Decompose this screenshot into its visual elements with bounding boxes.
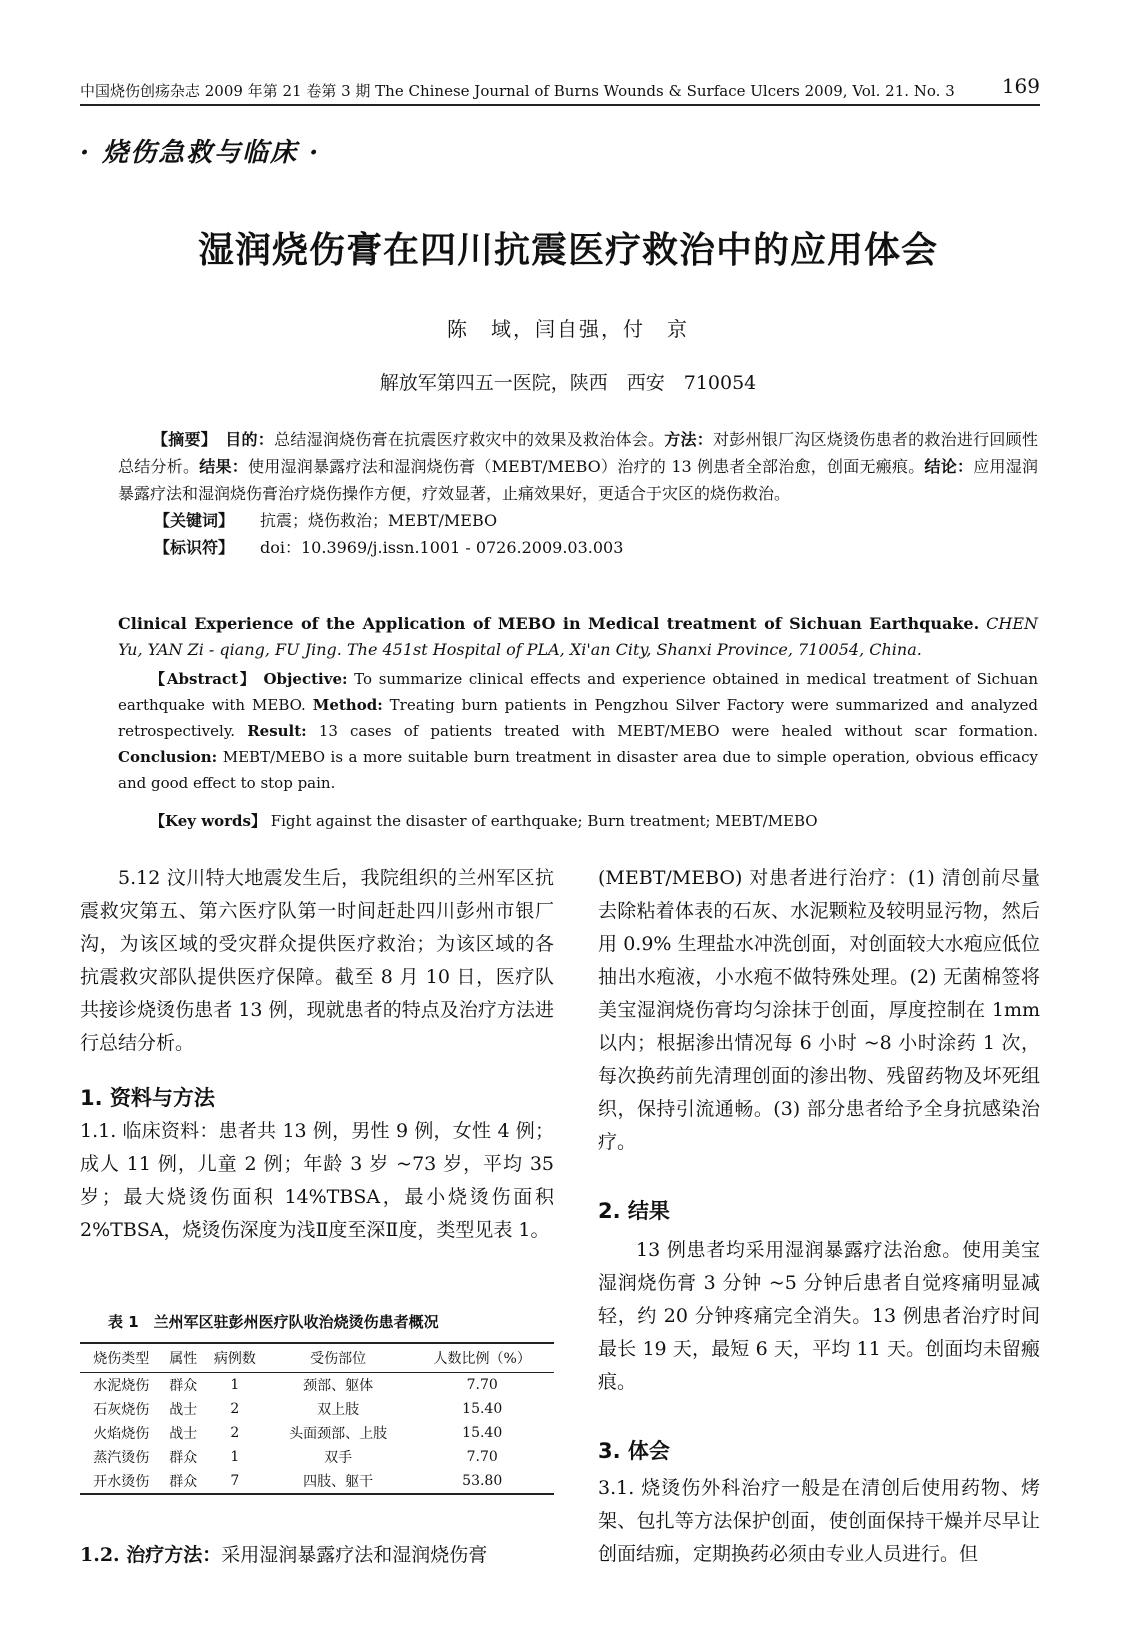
en-keywords-text: Fight against the disaster of earthquake; Burn treatment; MEBT/MEBO	[265, 812, 818, 830]
en-method-text: Treating burn patients in Pengzhou Silver Factory were summarized and analyzed retrospectively.	[118, 696, 1038, 740]
table-header: 受伤部位	[266, 1343, 411, 1373]
table-cell: 双手	[324, 1450, 353, 1466]
en-keywords-label: 【Key words】	[150, 812, 266, 830]
table-cell: 1	[230, 1449, 240, 1465]
section-3-heading: 3. 体会	[598, 1439, 670, 1463]
table-row	[80, 1445, 554, 1469]
en-method-label: Method:	[312, 696, 383, 714]
en-abstract-label: 【Abstract】	[150, 670, 257, 688]
intro-paragraph: 5.12 汶川特大地震发生后，我院组织的兰州军区抗震救灾第五、第六医疗队第一时间赶赴四川彭州市银厂沟，为该区域的受灾群众提供医疗救治；为该区域的各抗震救灾部队提供医疗保障。截至 8 月 10 日，医疗队共接诊烧烫伤患者 13 例，现就患者的特点及治疗方法进行总结分析。	[80, 867, 554, 1054]
header-rule	[80, 104, 1040, 106]
page-number: 169	[1001, 74, 1040, 98]
left-column	[80, 862, 554, 1247]
table-cell: 双上肢	[317, 1402, 360, 1418]
article-title: 湿润烧伤膏在四川抗震医疗救治中的应用体会	[197, 230, 938, 271]
table-cell: 石灰烧伤	[93, 1402, 150, 1418]
en-conclusion-label: Conclusion:	[118, 748, 218, 766]
english-title-bold: Clinical Experience of the Application of MEBO in Medical treatment of Sichuan Earthquake.	[118, 614, 980, 633]
table-header: 病例数	[204, 1343, 266, 1373]
table-cell: 15.40	[462, 1425, 503, 1441]
table-cell: 战士	[169, 1426, 198, 1442]
table-cell: 群众	[169, 1450, 198, 1466]
journal-citation: 中国烧伤创疡杂志 2009 年第 21 卷第 3 期 The Chinese Journal of Burns Wounds & Surface Ulcers 2009, Vol. 21. No. 3	[80, 82, 955, 100]
keywords-line	[118, 507, 1038, 534]
en-result-label: Result:	[247, 722, 307, 740]
table-row	[80, 1469, 554, 1494]
table-cell: 群众	[169, 1378, 198, 1394]
section-2-text: 13 例患者均采用湿润暴露疗法治愈。使用美宝湿润烧伤膏 3 分钟 ~5 分钟后患者自觉疼痛明显减轻，约 20 分钟疼痛完全消失。13 例患者治疗时间最长 19 天，最短 6 天，平均 11 天。创面均未留瘢痕。	[598, 1239, 1040, 1393]
table-cell: 开水烫伤	[80, 1469, 163, 1494]
result-text: 使用湿润暴露疗法和湿润烧伤膏（MEBT/MEBO）治疗的 13 例患者全部治愈，创面无瘢痕。	[247, 457, 925, 476]
table-cell: 战士	[169, 1402, 198, 1418]
abstract-label: 【摘要】	[152, 430, 210, 449]
chinese-abstract	[118, 426, 1038, 561]
english-title	[118, 611, 1038, 663]
section-1-2-text: 采用湿润暴露疗法和湿润烧伤膏	[221, 1544, 488, 1566]
en-objective-text: To summarize clinical effects and experience obtained in medical treatment of Sichuan earthquake with MEBO.	[118, 670, 1038, 714]
affiliation: 解放军第四五一医院，陕西 西安 710054	[379, 372, 757, 394]
en-objective-label: Objective:	[263, 670, 348, 688]
table-cell: 四肢、躯干	[266, 1469, 411, 1494]
keywords-label: 【关键词】	[154, 511, 235, 530]
table-cell: 头面颈部、上肢	[289, 1426, 388, 1442]
table-caption: 表 1 兰州军区驻彭州医疗队收治烧烫伤患者概况	[108, 1313, 439, 1331]
treatment-continuation: (MEBT/MEBO) 对患者进行治疗：(1) 清创前尽量去除粘着体表的石灰、水泥颗粒及较明显污物，然后用 0.9% 生理盐水冲洗创面，对创面较大水疱应低位抽出水疱液，小水疱不做特殊处理。(2) 无菌棉签将美宝湿润烧伤膏均匀涂抹于创面，厚度控制在 1mm 以内；根据渗出情况每 6 小时 ~8 小时涂药 1 次，每次换药前先清理创面的渗出物、残留药物及坏死组织，保持引流通畅。(3) 部分患者给予全身抗感染治疗。	[598, 867, 1040, 1153]
table-cell: 2	[230, 1401, 240, 1417]
doi-line	[118, 534, 1038, 561]
table-header: 烧伤类型	[80, 1343, 163, 1373]
section-1-1-label: 1.1. 临床资料：	[80, 1120, 219, 1142]
doi-label: 【标识符】	[154, 538, 235, 557]
table-header-row	[80, 1343, 554, 1373]
table-cell: 2	[230, 1425, 240, 1441]
english-abstract-body	[118, 666, 1038, 796]
table-header: 属性	[163, 1343, 204, 1373]
table-cell: 颈部、躯体	[303, 1378, 374, 1394]
english-authors: CHEN Yu, YAN Zi - qiang, FU Jing. The 451st Hospital of PLA, Xi'an City, Shanxi Province, 710054, China.	[118, 614, 1038, 659]
section-1-2-label: 1.2. 治疗方法：	[80, 1544, 222, 1566]
running-head	[80, 74, 1040, 104]
table-cell: 7.70	[466, 1377, 498, 1393]
authors: 陈 域，闫自强，付 京	[447, 317, 689, 341]
en-result-text: 13 cases of patients treated with MEBT/MEBO were healed without scar formation.	[306, 722, 1038, 740]
table-cell: 水泥烧伤	[93, 1378, 150, 1394]
section-1-heading: 1. 资料与方法	[80, 1086, 215, 1110]
section-2-heading: 2. 结果	[598, 1199, 670, 1223]
patient-table	[80, 1342, 554, 1495]
table-row	[80, 1373, 554, 1398]
conclusion-text: 应用湿润暴露疗法和湿润烧伤膏治疗烧伤操作方便，疗效显著，止痛效果好，更适合于灾区的烧伤救治。	[118, 457, 1038, 503]
table-cell: 53.80	[410, 1469, 554, 1494]
table-cell: 火焰烧伤	[93, 1426, 150, 1442]
table-cell: 7	[204, 1469, 266, 1494]
objective-label: 目的：	[225, 430, 275, 449]
right-column	[598, 862, 1040, 1571]
table-cell: 15.40	[462, 1401, 503, 1417]
method-text: 对彭州银厂沟区烧烫伤患者的救治进行回顾性总结分析。	[118, 430, 1038, 476]
method-label: 方法：	[664, 430, 714, 449]
section-1-1-text: 患者共 13 例，男性 9 例，女性 4 例；成人 11 例，儿童 2 例；年龄 3 岁 ~73 岁，平均 35 岁；最大烧烫伤面积 14%TBSA，最小烧烫伤面积 2%TBSA，烧烫伤深度为浅Ⅱ度至深Ⅱ度，类型见表 1。	[80, 1120, 555, 1241]
english-keywords	[150, 810, 1040, 831]
table-header: 人数比例（%）	[410, 1343, 554, 1373]
table-cell: 1	[230, 1377, 240, 1393]
table-row	[80, 1397, 554, 1421]
chinese-abstract-body	[118, 426, 1038, 507]
section-3-1-text: 3.1. 烧烫伤外科治疗一般是在清创后使用药物、烤架、包扎等方法保护创面，使创面保持干燥并尽早让创面结痂，定期换药必须由专业人员进行。但	[598, 1477, 1040, 1565]
result-label: 结果：	[199, 457, 248, 476]
conclusion-label: 结论：	[924, 457, 974, 476]
section-tag: · 烧伤急救与临床 ·	[80, 138, 321, 168]
english-abstract	[118, 666, 1038, 796]
section-1-2	[80, 1540, 554, 1567]
section-1-1	[80, 1115, 554, 1247]
en-conclusion-text: MEBT/MEBO is a more suitable burn treatment in disaster area due to simple operation, obvious efficacy and good effect to stop pain.	[118, 748, 1038, 792]
table-cell: 蒸汽烫伤	[93, 1450, 150, 1466]
table-cell: 群众	[163, 1469, 204, 1494]
table-cell: 7.70	[466, 1449, 498, 1465]
doi-text: doi：10.3969/j.issn.1001 - 0726.2009.03.003	[260, 538, 624, 557]
objective-text: 总结湿润烧伤膏在抗震医疗救灾中的效果及救治体会。	[274, 430, 665, 449]
table-row	[80, 1421, 554, 1445]
keywords-text: 抗震；烧伤救治；MEBT/MEBO	[260, 511, 498, 530]
